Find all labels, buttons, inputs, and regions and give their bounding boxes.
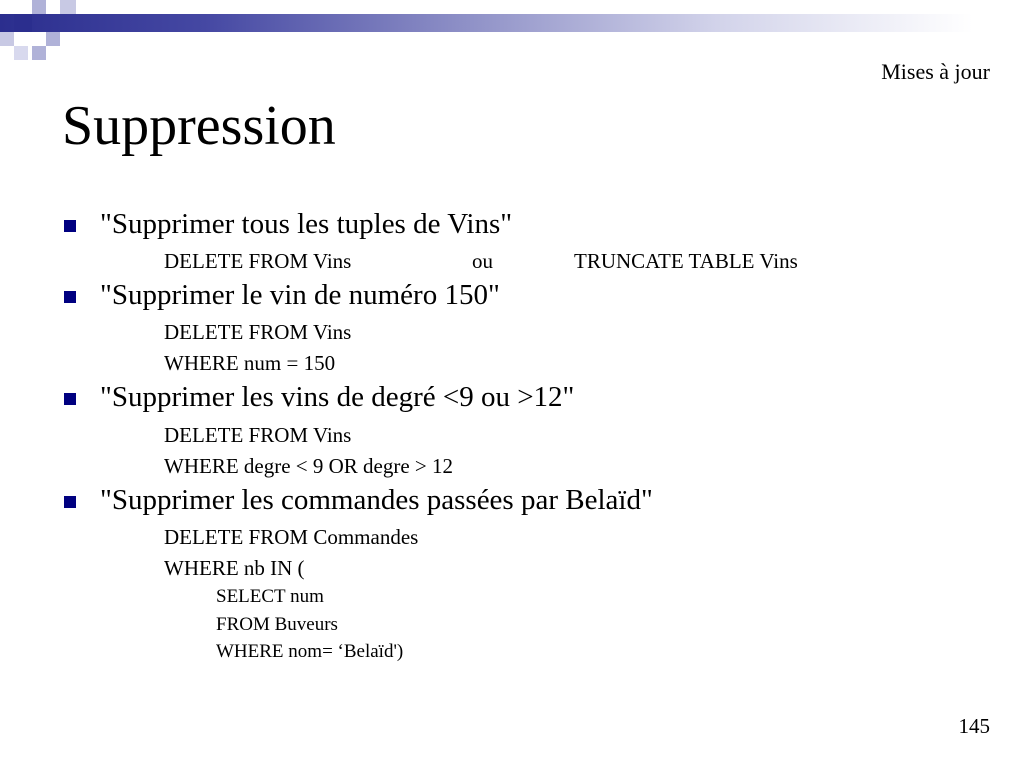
section-label: Mises à jour [881, 59, 990, 84]
square-bullet-icon [64, 496, 76, 508]
square-bullet-icon [64, 291, 76, 303]
slide-title: Suppression [62, 95, 336, 157]
sql-code-line: DELETE FROM Commandes [164, 525, 419, 549]
sql-delete: DELETE FROM Vins [164, 249, 352, 273]
bullet-text: "Supprimer le vin de numéro 150" [100, 279, 500, 311]
bullet-text: "Supprimer les vins de degré <9 ou >12" [100, 381, 575, 413]
sql-code-line: WHERE nb IN ( [164, 556, 305, 580]
bullet-text: "Supprimer tous les tuples de Vins" [100, 208, 513, 240]
sql-subquery-line: FROM Buveurs [216, 614, 338, 635]
header-gradient-bar [0, 14, 1024, 32]
decor-square [60, 0, 76, 14]
decor-square [14, 46, 28, 60]
decor-square [32, 0, 46, 14]
sql-code-line: DELETE FROM Vins [164, 423, 352, 447]
decor-square [46, 32, 60, 46]
sql-code-line: DELETE FROM Vins [164, 320, 352, 344]
decor-square [32, 46, 46, 60]
sql-subquery-line: SELECT num [216, 586, 324, 607]
sql-or: ou [472, 249, 493, 273]
sql-code-line: WHERE degre < 9 OR degre > 12 [164, 454, 454, 478]
sql-subquery-line: WHERE nom= ‘Belaïd') [216, 641, 404, 662]
sql-truncate: TRUNCATE TABLE Vins [574, 249, 798, 273]
decor-square [0, 32, 14, 46]
decor-square [14, 14, 32, 32]
bullet-text: "Supprimer les commandes passées par Belaïd" [100, 484, 653, 516]
page-number: 145 [958, 714, 990, 738]
square-bullet-icon [64, 393, 76, 405]
square-bullet-icon [64, 220, 76, 232]
sql-code-line: WHERE num = 150 [164, 351, 336, 375]
